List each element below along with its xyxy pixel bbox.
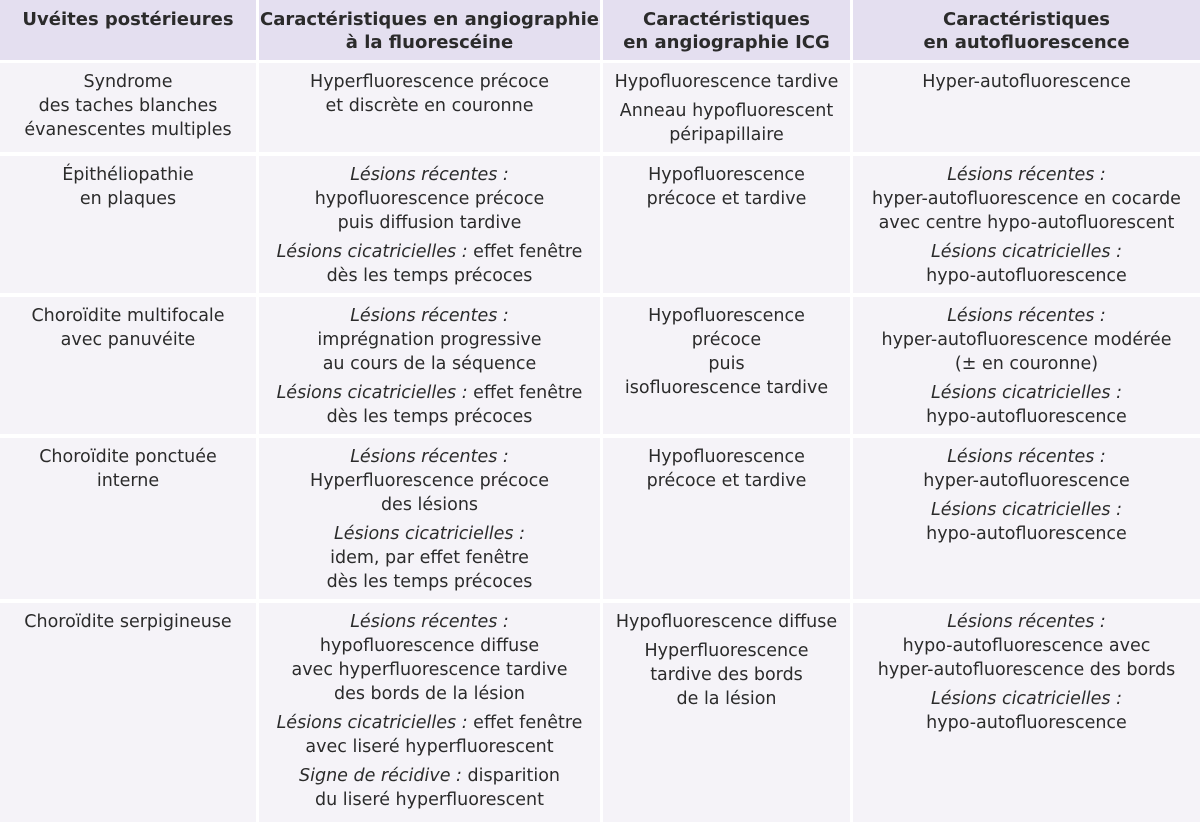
text-segment: disparition — [461, 766, 560, 786]
text-segment: hyper-autofluorescence en cocarde — [872, 189, 1181, 209]
text-segment: Hyperfluorescence précoce — [310, 471, 549, 491]
cell-text-line — [259, 570, 600, 594]
cell-text-line — [853, 498, 1200, 522]
cell-text-line — [853, 304, 1200, 328]
autofluorescence-cell — [853, 63, 1200, 152]
cell-text-line — [853, 445, 1200, 469]
disease-cell — [0, 297, 256, 434]
text-segment: Anneau hypofluorescent — [619, 101, 834, 121]
icg-cell — [603, 156, 850, 293]
text-segment: (± en couronne) — [954, 354, 1099, 374]
italic-label: Lésions cicatricielles : — [333, 524, 526, 544]
text-segment: hypo-autofluorescence — [926, 407, 1127, 427]
text-segment: imprégnation progressive — [317, 330, 542, 350]
fluorescein-cell — [259, 438, 600, 599]
cell-text-line — [853, 187, 1200, 211]
cell-text-line: interne — [96, 471, 160, 491]
text-segment: hyper-autofluorescence — [923, 471, 1130, 491]
cell-text-line: à la fluorescéine — [345, 32, 514, 53]
text-segment: isofluorescence tardive — [624, 378, 829, 398]
cell-text-line — [259, 735, 600, 759]
text-segment: Hyper-autofluorescence — [922, 72, 1131, 92]
cell-text-line — [853, 405, 1200, 429]
cell-text-line — [259, 764, 600, 788]
table-row — [0, 156, 1200, 293]
cell-text-line — [259, 328, 600, 352]
cell-text-line — [603, 123, 850, 147]
cell-text-line — [853, 522, 1200, 546]
text-segment: hyper-autofluorescence modérée — [881, 330, 1172, 350]
cell-text-line — [603, 70, 850, 94]
cell-text-line: Caractéristiques — [642, 9, 811, 30]
cell-text-line — [259, 352, 600, 376]
header-cell — [603, 0, 850, 60]
icg-cell — [603, 63, 850, 152]
cell-text-line — [259, 493, 600, 517]
text-segment: Hyperfluorescence précoce — [310, 72, 549, 92]
text-segment: péripapillaire — [669, 125, 784, 145]
text-segment: hypo-autofluorescence — [926, 713, 1127, 733]
italic-label: Lésions récentes : — [947, 612, 1106, 632]
italic-label: Lésions récentes : — [947, 447, 1106, 467]
cell-text-line: Caractéristiques — [942, 9, 1111, 30]
text-segment: hypofluorescence diffuse — [319, 636, 540, 656]
fluorescein-cell — [259, 63, 600, 152]
cell-text-line: Syndrome — [83, 72, 173, 92]
disease-cell — [0, 438, 256, 599]
header-cell — [259, 0, 600, 60]
cell-text-line — [853, 610, 1200, 634]
cell-text-line — [259, 381, 600, 405]
italic-label: Lésions récentes : — [350, 612, 509, 632]
text-segment: hypo-autofluorescence — [926, 524, 1127, 544]
header-cell — [0, 0, 256, 60]
text-segment: des lésions — [380, 495, 479, 515]
cell-text-line — [853, 352, 1200, 376]
cell-text-line — [603, 639, 850, 663]
cell-text-line — [259, 187, 600, 211]
cell-text-line: Choroïdite multifocale — [31, 306, 225, 326]
cell-text-line — [853, 70, 1200, 94]
cell-text-line: des taches blanches — [38, 96, 218, 116]
cell-text-line — [259, 304, 600, 328]
italic-label: Lésions cicatricielles : — [276, 242, 468, 262]
italic-label: Lésions cicatricielles : — [930, 383, 1123, 403]
cell-text-line: Choroïdite ponctuée — [39, 447, 217, 467]
italic-label: Lésions cicatricielles : — [276, 713, 468, 733]
cell-text-line — [853, 469, 1200, 493]
text-segment: Hyperfluorescence — [644, 641, 809, 661]
text-segment: Hypofluorescence tardive — [614, 72, 839, 92]
text-segment: au cours de la séquence — [322, 354, 537, 374]
fluorescein-cell — [259, 297, 600, 434]
text-segment: tardive des bords — [650, 665, 803, 685]
text-segment: avec liseré hyperfluorescent — [305, 737, 554, 757]
icg-cell — [603, 297, 850, 434]
cell-text-line — [603, 352, 850, 376]
cell-text-line — [853, 658, 1200, 682]
text-segment: Hypofluorescence — [648, 306, 805, 326]
cell-text-line: en autofluorescence — [923, 32, 1130, 53]
cell-text-line — [259, 445, 600, 469]
cell-text-line — [603, 376, 850, 400]
text-segment: du liseré hyperfluorescent — [315, 790, 544, 810]
header-cell — [853, 0, 1200, 60]
icg-cell — [603, 438, 850, 599]
autofluorescence-cell — [853, 438, 1200, 599]
cell-text-line — [603, 163, 850, 187]
italic-label: Signe de récidive : — [299, 766, 462, 786]
text-segment: effet fenêtre — [467, 383, 583, 403]
cell-text-line: Caractéristiques en angiographie — [260, 9, 599, 30]
cell-text-line — [603, 663, 850, 687]
text-segment: des bords de la lésion — [333, 684, 526, 704]
cell-text-line — [853, 240, 1200, 264]
text-segment: hypofluorescence précoce — [314, 189, 545, 209]
cell-text-line — [603, 99, 850, 123]
italic-label: Lésions récentes : — [350, 306, 509, 326]
table-row — [0, 603, 1200, 822]
cell-text-line: évanescentes multiples — [24, 120, 232, 140]
cell-text-line — [259, 240, 600, 264]
text-segment: effet fenêtre — [467, 242, 583, 262]
cell-text-line — [603, 445, 850, 469]
text-segment: précoce et tardive — [646, 189, 807, 209]
italic-label: Lésions cicatricielles : — [930, 242, 1123, 262]
text-segment: Hypofluorescence — [648, 447, 805, 467]
autofluorescence-cell — [853, 156, 1200, 293]
text-segment: dès les temps précoces — [326, 407, 533, 427]
cell-text-line — [259, 70, 600, 94]
text-segment: dès les temps précoces — [326, 266, 533, 286]
cell-text-line — [259, 163, 600, 187]
cell-text-line — [853, 211, 1200, 235]
italic-label: Lésions récentes : — [350, 447, 509, 467]
fluorescein-cell — [259, 156, 600, 293]
italic-label: Lésions récentes : — [350, 165, 509, 185]
italic-label: Lésions récentes : — [947, 165, 1106, 185]
cell-text-line — [259, 211, 600, 235]
text-segment: précoce et tardive — [646, 471, 807, 491]
cell-text-line — [259, 634, 600, 658]
table-row — [0, 297, 1200, 434]
cell-text-line — [603, 610, 850, 634]
cell-text-line — [259, 264, 600, 288]
cell-text-line — [259, 658, 600, 682]
cell-text-line — [603, 304, 850, 328]
text-segment: Hypofluorescence — [648, 165, 805, 185]
cell-text-line — [259, 711, 600, 735]
cell-text-line: en angiographie ICG — [623, 32, 830, 53]
cell-text-line — [853, 687, 1200, 711]
text-segment: avec hyperfluorescence tardive — [291, 660, 568, 680]
cell-text-line — [603, 469, 850, 493]
cell-text-line — [259, 682, 600, 706]
cell-text-line — [259, 94, 600, 118]
italic-label: Lésions cicatricielles : — [930, 689, 1123, 709]
cell-text-line — [853, 328, 1200, 352]
text-segment: précoce — [691, 330, 762, 350]
table-row — [0, 438, 1200, 599]
cell-text-line — [259, 788, 600, 812]
text-segment: hypo-autofluorescence avec — [902, 636, 1151, 656]
cell-text-line — [853, 711, 1200, 735]
disease-cell — [0, 603, 256, 822]
text-segment: puis diffusion tardive — [337, 213, 522, 233]
cell-text-line: Choroïdite serpigineuse — [24, 612, 232, 632]
text-segment: et discrète en couronne — [325, 96, 534, 116]
text-segment: effet fenêtre — [467, 713, 583, 733]
text-segment: idem, par effet fenêtre — [330, 548, 529, 568]
table-header — [0, 0, 1200, 60]
autofluorescence-cell — [853, 297, 1200, 434]
cell-text-line — [603, 687, 850, 711]
icg-cell — [603, 603, 850, 822]
text-segment: avec centre hypo-autofluorescent — [878, 213, 1175, 233]
cell-text-line: Uvéites postérieures — [22, 9, 234, 30]
cell-text-line — [853, 634, 1200, 658]
cell-text-line — [259, 469, 600, 493]
italic-label: Lésions cicatricielles : — [276, 383, 468, 403]
cell-text-line — [603, 328, 850, 352]
cell-text-line — [259, 522, 600, 546]
disease-cell — [0, 156, 256, 293]
text-segment: hyper-autofluorescence des bords — [877, 660, 1176, 680]
disease-cell — [0, 63, 256, 152]
cell-text-line: avec panuvéite — [60, 330, 196, 350]
text-segment: puis — [708, 354, 745, 374]
cell-text-line — [853, 264, 1200, 288]
cell-text-line — [259, 610, 600, 634]
text-segment: dès les temps précoces — [326, 572, 533, 592]
table-row — [0, 63, 1200, 152]
autofluorescence-cell — [853, 603, 1200, 822]
cell-text-line: Épithéliopathie — [62, 165, 194, 185]
cell-text-line — [259, 546, 600, 570]
italic-label: Lésions cicatricielles : — [930, 500, 1123, 520]
text-segment: Hypofluorescence diffuse — [615, 612, 838, 632]
cell-text-line — [853, 381, 1200, 405]
cell-text-line — [603, 187, 850, 211]
text-segment: hypo-autofluorescence — [926, 266, 1127, 286]
cell-text-line — [853, 163, 1200, 187]
cell-text-line — [259, 405, 600, 429]
italic-label: Lésions récentes : — [947, 306, 1106, 326]
fluorescein-cell — [259, 603, 600, 822]
cell-text-line: en plaques — [79, 189, 177, 209]
text-segment: de la lésion — [676, 689, 777, 709]
